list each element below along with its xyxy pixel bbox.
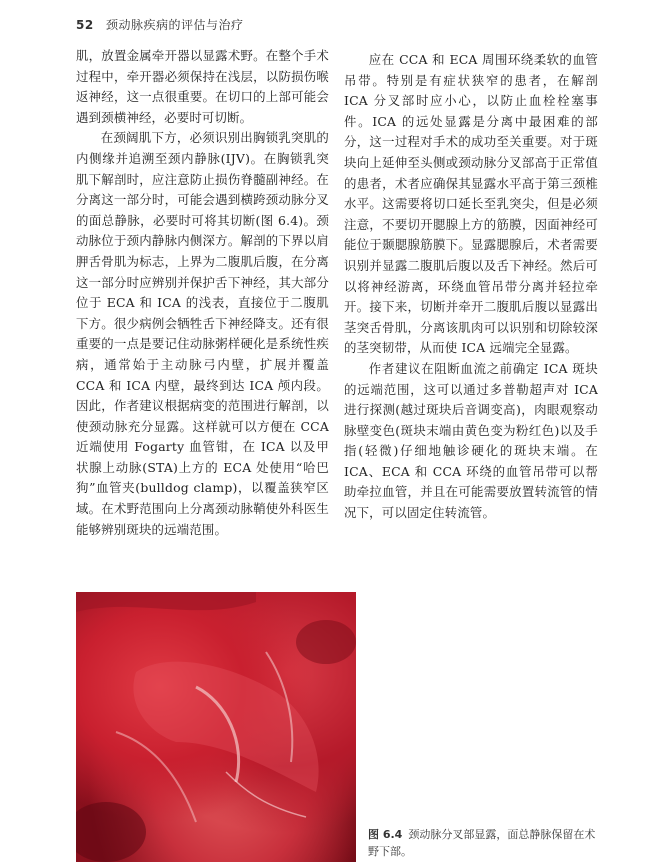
paragraph: 肌，放置金属牵开器以显露术野。在整个手术过程中，牵开器必须保持在浅层，以防损伤喉返神经，这一点很重要。在切口的上部可能会遇到颈横神经，必要时可切断。 xyxy=(76,48,329,125)
figure-caption xyxy=(368,826,600,860)
surgical-photo xyxy=(76,592,356,862)
right-column xyxy=(344,50,598,524)
figure-label: 图 6.4 xyxy=(368,828,403,841)
paragraph: 作者建议在阻断血流之前确定 ICA 斑块的远端范围，这可以通过多普勒超声对 ICA 进行探测(越过斑块后音调变高)，肉眼观察动脉壁变色(斑块末端由黄色变为粉红色)以及手指(轻微)仔细地触诊硬化的斑块末端。在 ICA、ECA 和 CCA 环绕的血管吊带可以帮助牵拉血管，并且在可能需要放置转流管的情况下，可以固定住转流管。 xyxy=(344,360,598,521)
photo-detail xyxy=(76,592,356,862)
left-column xyxy=(76,46,329,540)
paragraph: 在颈阔肌下方，必须识别出胸锁乳突肌的内侧缘并追溯至颈内静脉(IJV)。在胸锁乳突肌下解剖时，应注意防止损伤脊髓副神经。在分离这一部分时，可能会遇到横跨颈动脉分叉的面总静脉，必要时可将其切断(图 6.4)。颈动脉位于颈内静脉内侧深方。解剖的下界以肩胛舌骨肌为标志，上界为二腹肌后腹，在分离这一部分时应辨别并保护舌下神经，其大部分位于 ECA 和 ICA 的浅表，直接位于二腹肌下方。很少病例会牺牲舌下神经降支。还有很重要的一点是要记住动脉粥样硬化是系统性疾病，通常始于主动脉弓内壁，扩展并覆盖 CCA 和 ICA 内壁，最终到达 ICA 颅内段。因此，作者建议根据病变的范围进行解剖，以使颈动脉充分显露。这样就可以方便在 CCA 近端使用 Fogarty 血管钳，在 ICA 以及甲状腺上动脉(STA)上方的 ECA 处使用“哈巴狗”血管夹(bulldog clamp)，以覆盖狭窄区域。在术野范围向上分离颈动脉鞘使外科医生能够辨别斑块的远端范围。 xyxy=(76,130,329,537)
figure-caption-text: 颈动脉分叉部显露，面总静脉保留在术野下部。 xyxy=(368,828,596,858)
book-title: 颈动脉疾病的评估与治疗 xyxy=(106,18,244,32)
running-header xyxy=(76,16,244,33)
page-number: 52 xyxy=(76,18,94,32)
paragraph: 应在 CCA 和 ECA 周围环绕柔软的血管吊带。特别是有症状狭窄的患者，在解剖 ICA 分叉部时应小心，以防止血栓栓塞事件。ICA 的远处显露是分离中最困难的部分，这一过程对手术的成功至关重要。对于斑块向上延伸至头侧或颈动脉分叉部高于正常值的患者，术者应确保其显露水平高于第三颈椎水平。这需要将切口延长至乳突尖，但是必须注意，不要切开腮腺上方的筋膜，因面神经可能位于颞腮腺筋膜下。显露腮腺后，术者需要识别并显露二腹肌后腹以及舌下神经。然后可以将神经游离，环绕血管吊带分离并轻拉牵开。接下来，切断并牵开二腹肌后腹以显露出茎突舌骨肌，分离该肌肉可以识别和切除较深的茎突韧带，从而使 ICA 远端完全显露。 xyxy=(344,52,598,356)
